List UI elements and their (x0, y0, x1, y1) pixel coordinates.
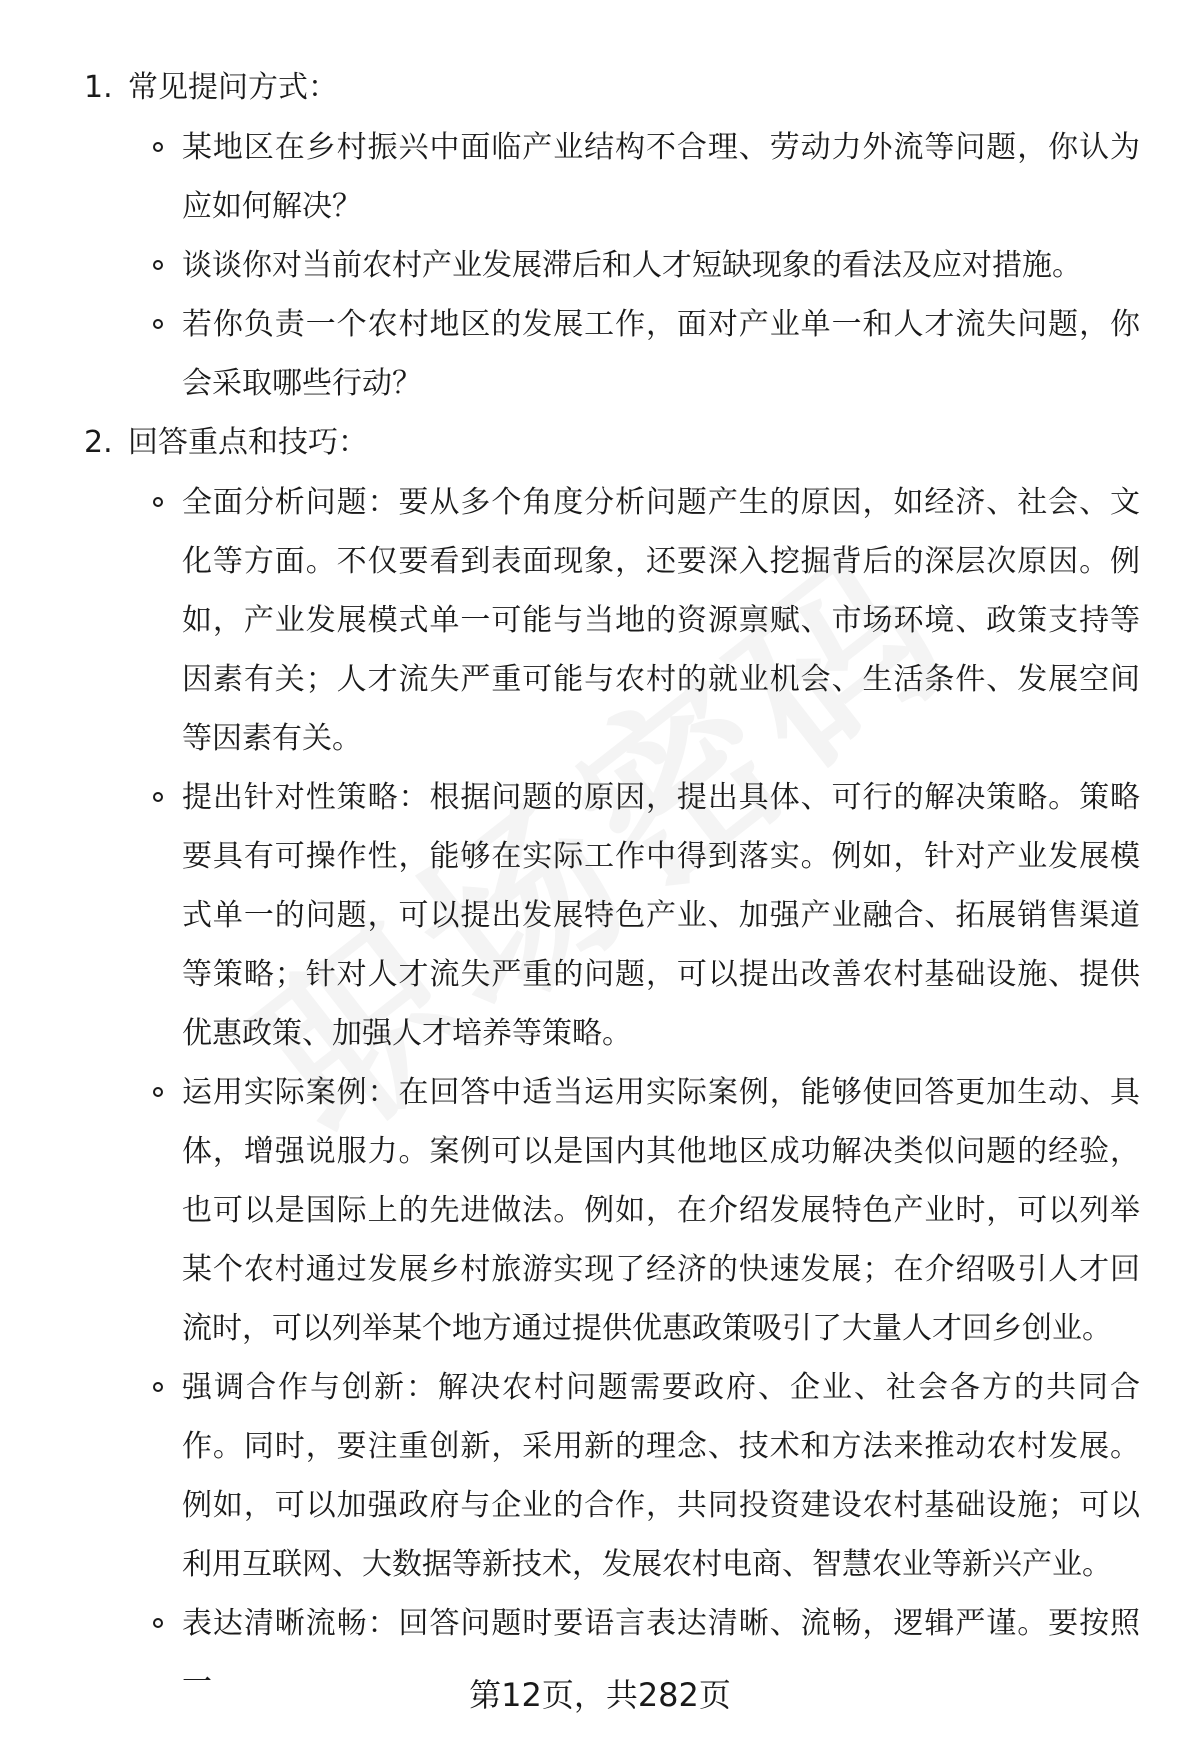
main-list-item (0, 413, 1200, 1712)
list-item-text: 全面分析问题：要从多个角度分析问题产生的原因，如经济、社会、文化等方面。不仅要看到表面现象，还要深入挖掘背后的深层次原因。例如，产业发展模式单一可能与当地的资源禀赋、市场环境、政策支持等因素有关；人才流失严重可能与农村的就业机会、生活条件、发展空间等因素有关。 (182, 485, 1140, 756)
list-item-text: 谈谈你对当前农村产业发展滞后和人才短缺现象的看法及应对措施。 (182, 248, 1082, 283)
circle-bullet-icon (153, 260, 163, 270)
circle-bullet-icon (153, 142, 163, 152)
list-item-text: 强调合作与创新：解决农村问题需要政府、企业、社会各方的共同合作。同时，要注重创新，采用新的理念、技术和方法来推动农村发展。例如，可以加强政府与企业的合作，共同投资建设农村基础设施；可以利用互联网、大数据等新技术，发展农村电商、智慧农业等新兴产业。 (182, 1370, 1140, 1582)
list-item-text: 表达清晰流畅：回答问题时要语言表达清晰、流畅，逻辑严谨。要按照一 (182, 1606, 1140, 1700)
main-list (0, 58, 1200, 1712)
sub-list (0, 118, 1200, 413)
list-item-text: 提出针对性策略：根据问题的原因，提出具体、可行的解决策略。策略要具有可操作性，能够在实际工作中得到落实。例如，针对产业发展模式单一的问题，可以提出发展特色产业、加强产业融合、拓展销售渠道等策略；针对人才流失严重的问题，可以提出改善农村基础设施、提供优惠政策、加强人才培养等策略。 (182, 780, 1140, 1051)
circle-bullet-icon (153, 319, 163, 329)
list-item (0, 768, 1200, 1063)
circle-bullet-icon (153, 1618, 163, 1628)
list-item (0, 1063, 1200, 1358)
page-number: 第12页，共282页 (469, 1676, 731, 1714)
list-item (0, 118, 1200, 236)
list-item-text: 若你负责一个农村地区的发展工作，面对产业单一和人才流失问题，你会采取哪些行动？ (182, 307, 1140, 401)
list-item-text: 某地区在乡村振兴中面临产业结构不合理、劳动力外流等问题，你认为应如何解决？ (182, 130, 1140, 224)
circle-bullet-icon (153, 1087, 163, 1097)
document-content (0, 58, 1200, 1712)
section-title: 常见提问方式： (128, 70, 338, 105)
section-title: 回答重点和技巧： (128, 425, 368, 460)
list-item (0, 295, 1200, 413)
main-list-item (0, 58, 1200, 413)
sub-list (0, 473, 1200, 1712)
section-heading (0, 413, 1200, 473)
list-item-text: 运用实际案例：在回答中适当运用实际案例，能够使回答更加生动、具体，增强说服力。案例可以是国内其他地区成功解决类似问题的经验，也可以是国际上的先进做法。例如，在介绍发展特色产业时，可以列举某个农村通过发展乡村旅游实现了经济的快速发展；在介绍吸引人才回流时，可以列举某个地方通过提供优惠政策吸引了大量人才回乡创业。 (182, 1075, 1140, 1346)
list-item (0, 1358, 1200, 1594)
circle-bullet-icon (153, 1382, 163, 1392)
section-heading (0, 58, 1200, 118)
section-number: 1. (84, 70, 113, 105)
list-item (0, 473, 1200, 768)
section-number: 2. (84, 425, 113, 460)
circle-bullet-icon (153, 792, 163, 802)
list-item (0, 236, 1200, 295)
circle-bullet-icon (153, 497, 163, 507)
